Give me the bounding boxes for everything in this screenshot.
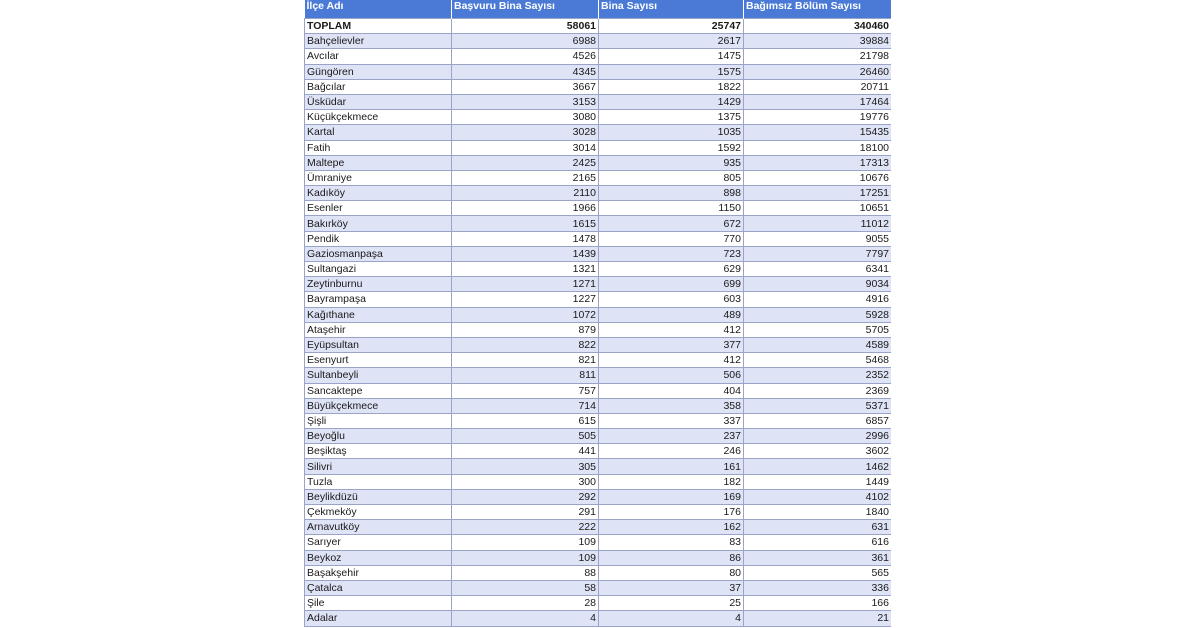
independent-unit-count-cell[interactable]: 39884 <box>744 34 892 49</box>
independent-unit-count-cell[interactable]: 21 <box>744 611 892 626</box>
application-building-count-cell[interactable]: 1966 <box>452 201 599 216</box>
independent-unit-count-cell[interactable]: 565 <box>744 565 892 580</box>
table-row <box>305 216 892 231</box>
application-building-count-cell[interactable]: 2165 <box>452 170 599 185</box>
building-count-cell[interactable]: 699 <box>599 277 744 292</box>
district-name-cell[interactable]: Kadıköy <box>305 186 452 201</box>
district-name-cell[interactable]: Beşiktaş <box>305 444 452 459</box>
district-name-cell[interactable]: Bayrampaşa <box>305 292 452 307</box>
building-count-cell[interactable]: 629 <box>599 262 744 277</box>
table-row <box>305 413 892 428</box>
district-name-cell[interactable]: Gaziosmanpaşa <box>305 246 452 261</box>
application-building-count-cell[interactable]: 3028 <box>452 125 599 140</box>
header-building-count[interactable]: Bina Sayısı <box>599 0 744 19</box>
independent-unit-count-cell[interactable]: 9055 <box>744 231 892 246</box>
building-count-cell[interactable]: 404 <box>599 383 744 398</box>
header-district[interactable]: İlçe Adı <box>305 0 452 19</box>
table-row <box>305 459 892 474</box>
building-count-cell[interactable]: 37 <box>599 580 744 595</box>
table-row <box>305 580 892 595</box>
district-name-cell[interactable]: Pendik <box>305 231 452 246</box>
independent-unit-count-cell[interactable]: 17251 <box>744 186 892 201</box>
independent-unit-count-cell[interactable]: 15435 <box>744 125 892 140</box>
header-row <box>305 0 892 19</box>
district-name-cell[interactable]: Kağıthane <box>305 307 452 322</box>
independent-unit-count-cell[interactable]: 7797 <box>744 246 892 261</box>
independent-unit-count-cell[interactable]: 2996 <box>744 429 892 444</box>
table-row <box>305 535 892 550</box>
application-building-count-cell[interactable]: 4 <box>452 611 599 626</box>
application-building-count-cell[interactable]: 757 <box>452 383 599 398</box>
building-count-cell[interactable]: 80 <box>599 565 744 580</box>
district-name-cell[interactable]: Esenyurt <box>305 353 452 368</box>
application-building-count-cell[interactable]: 58 <box>452 580 599 595</box>
district-table <box>304 0 891 627</box>
table-row <box>305 474 892 489</box>
table-row <box>305 337 892 352</box>
table-row <box>305 140 892 155</box>
building-count-cell[interactable]: 1429 <box>599 94 744 109</box>
table-row <box>305 110 892 125</box>
table-row <box>305 125 892 140</box>
building-count-cell[interactable]: 672 <box>599 216 744 231</box>
district-name-cell[interactable]: Zeytinburnu <box>305 277 452 292</box>
building-count-cell[interactable]: 1375 <box>599 110 744 125</box>
building-count-cell[interactable]: 506 <box>599 368 744 383</box>
building-count-cell[interactable]: 237 <box>599 429 744 444</box>
table-row <box>305 170 892 185</box>
building-count-cell[interactable]: 1822 <box>599 79 744 94</box>
independent-unit-count-cell[interactable]: 6341 <box>744 262 892 277</box>
table-row <box>305 596 892 611</box>
application-building-count-cell[interactable]: 714 <box>452 398 599 413</box>
application-building-count-cell[interactable]: 441 <box>452 444 599 459</box>
application-building-count-cell[interactable]: 300 <box>452 474 599 489</box>
independent-unit-count-cell[interactable]: 9034 <box>744 277 892 292</box>
independent-unit-count-cell[interactable]: 1449 <box>744 474 892 489</box>
building-count-cell[interactable]: 161 <box>599 459 744 474</box>
independent-unit-count-cell[interactable]: 631 <box>744 520 892 535</box>
application-building-count-cell[interactable]: 291 <box>452 505 599 520</box>
application-building-count-cell[interactable]: 1227 <box>452 292 599 307</box>
building-count-cell[interactable]: 176 <box>599 505 744 520</box>
application-building-count-cell[interactable]: 1439 <box>452 246 599 261</box>
independent-unit-count-cell[interactable]: 17464 <box>744 94 892 109</box>
building-count-cell[interactable]: 162 <box>599 520 744 535</box>
district-name-cell[interactable]: Arnavutköy <box>305 520 452 535</box>
independent-unit-count-cell[interactable]: 5705 <box>744 322 892 337</box>
building-count-cell[interactable]: 412 <box>599 353 744 368</box>
district-name-cell[interactable]: Bağcılar <box>305 79 452 94</box>
table-row <box>305 611 892 626</box>
table-row <box>305 262 892 277</box>
application-building-count-cell[interactable]: 6988 <box>452 34 599 49</box>
independent-unit-count-cell[interactable]: 18100 <box>744 140 892 155</box>
application-building-count-cell[interactable]: 2110 <box>452 186 599 201</box>
independent-unit-count-cell[interactable]: 1462 <box>744 459 892 474</box>
application-building-count-cell[interactable]: 1072 <box>452 307 599 322</box>
independent-unit-count-cell[interactable]: 6857 <box>744 413 892 428</box>
application-building-count-cell[interactable]: 2425 <box>452 155 599 170</box>
total-independent-unit-count[interactable]: 340460 <box>744 19 892 34</box>
table-row <box>305 292 892 307</box>
district-name-cell[interactable]: Eyüpsultan <box>305 337 452 352</box>
table-row <box>305 155 892 170</box>
building-count-cell[interactable]: 1150 <box>599 201 744 216</box>
district-name-cell[interactable]: Üsküdar <box>305 94 452 109</box>
district-name-cell[interactable]: Küçükçekmece <box>305 110 452 125</box>
district-name-cell[interactable]: Avcılar <box>305 49 452 64</box>
application-building-count-cell[interactable]: 3667 <box>452 79 599 94</box>
district-name-cell[interactable]: Şişli <box>305 413 452 428</box>
independent-unit-count-cell[interactable]: 10651 <box>744 201 892 216</box>
independent-unit-count-cell[interactable]: 17313 <box>744 155 892 170</box>
application-building-count-cell[interactable]: 1478 <box>452 231 599 246</box>
independent-unit-count-cell[interactable]: 5468 <box>744 353 892 368</box>
table-row <box>305 429 892 444</box>
table-row <box>305 383 892 398</box>
district-name-cell[interactable]: Ümraniye <box>305 170 452 185</box>
independent-unit-count-cell[interactable]: 10676 <box>744 170 892 185</box>
independent-unit-count-cell[interactable]: 5928 <box>744 307 892 322</box>
table-row <box>305 201 892 216</box>
district-name-cell[interactable]: Beyoğlu <box>305 429 452 444</box>
application-building-count-cell[interactable]: 222 <box>452 520 599 535</box>
building-count-cell[interactable]: 898 <box>599 186 744 201</box>
table-row <box>305 550 892 565</box>
district-name-cell[interactable]: Esenler <box>305 201 452 216</box>
district-name-cell[interactable]: Bakırköy <box>305 216 452 231</box>
independent-unit-count-cell[interactable]: 11012 <box>744 216 892 231</box>
district-name-cell[interactable]: Adalar <box>305 611 452 626</box>
application-building-count-cell[interactable]: 28 <box>452 596 599 611</box>
independent-unit-count-cell[interactable]: 3602 <box>744 444 892 459</box>
building-count-cell[interactable]: 1592 <box>599 140 744 155</box>
application-building-count-cell[interactable]: 109 <box>452 535 599 550</box>
building-count-cell[interactable]: 723 <box>599 246 744 261</box>
independent-unit-count-cell[interactable]: 19776 <box>744 110 892 125</box>
header-application-building-count[interactable]: Başvuru Bina Sayısı <box>452 0 599 19</box>
table-row <box>305 398 892 413</box>
building-count-cell[interactable]: 2617 <box>599 34 744 49</box>
independent-unit-count-cell[interactable]: 361 <box>744 550 892 565</box>
building-count-cell[interactable]: 246 <box>599 444 744 459</box>
building-count-cell[interactable]: 770 <box>599 231 744 246</box>
application-building-count-cell[interactable]: 821 <box>452 353 599 368</box>
table-row <box>305 368 892 383</box>
building-count-cell[interactable]: 1575 <box>599 64 744 79</box>
building-count-cell[interactable]: 412 <box>599 322 744 337</box>
application-building-count-cell[interactable]: 879 <box>452 322 599 337</box>
application-building-count-cell[interactable]: 1271 <box>452 277 599 292</box>
independent-unit-count-cell[interactable]: 21798 <box>744 49 892 64</box>
independent-unit-count-cell[interactable]: 4916 <box>744 292 892 307</box>
table-row <box>305 444 892 459</box>
application-building-count-cell[interactable]: 811 <box>452 368 599 383</box>
table-row <box>305 520 892 535</box>
application-building-count-cell[interactable]: 305 <box>452 459 599 474</box>
application-building-count-cell[interactable]: 1615 <box>452 216 599 231</box>
table-row <box>305 79 892 94</box>
building-count-cell[interactable]: 1035 <box>599 125 744 140</box>
total-label[interactable]: TOPLAM <box>305 19 452 34</box>
building-count-cell[interactable]: 377 <box>599 337 744 352</box>
building-count-cell[interactable]: 337 <box>599 413 744 428</box>
application-building-count-cell[interactable]: 615 <box>452 413 599 428</box>
district-name-cell[interactable]: Beylikdüzü <box>305 489 452 504</box>
building-count-cell[interactable]: 86 <box>599 550 744 565</box>
district-name-cell[interactable]: Ataşehir <box>305 322 452 337</box>
table-row <box>305 94 892 109</box>
application-building-count-cell[interactable]: 505 <box>452 429 599 444</box>
table-row <box>305 353 892 368</box>
building-count-cell[interactable]: 603 <box>599 292 744 307</box>
application-building-count-cell[interactable]: 1321 <box>452 262 599 277</box>
district-name-cell[interactable]: Kartal <box>305 125 452 140</box>
independent-unit-count-cell[interactable]: 2369 <box>744 383 892 398</box>
independent-unit-count-cell[interactable]: 20711 <box>744 79 892 94</box>
spreadsheet <box>304 0 891 628</box>
independent-unit-count-cell[interactable]: 1840 <box>744 505 892 520</box>
table-row <box>305 186 892 201</box>
application-building-count-cell[interactable]: 4345 <box>452 64 599 79</box>
building-count-cell[interactable]: 83 <box>599 535 744 550</box>
application-building-count-cell[interactable]: 822 <box>452 337 599 352</box>
application-building-count-cell[interactable]: 88 <box>452 565 599 580</box>
table-row <box>305 489 892 504</box>
district-name-cell[interactable]: Büyükçekmece <box>305 398 452 413</box>
district-name-cell[interactable]: Tuzla <box>305 474 452 489</box>
application-building-count-cell[interactable]: 109 <box>452 550 599 565</box>
application-building-count-cell[interactable]: 292 <box>452 489 599 504</box>
building-count-cell[interactable]: 182 <box>599 474 744 489</box>
independent-unit-count-cell[interactable]: 4102 <box>744 489 892 504</box>
building-count-cell[interactable]: 935 <box>599 155 744 170</box>
header-independent-unit-count[interactable]: Bağımsız Bölüm Sayısı <box>744 0 892 19</box>
table-row <box>305 322 892 337</box>
district-name-cell[interactable]: Çatalca <box>305 580 452 595</box>
district-name-cell[interactable]: Sultanbeyli <box>305 368 452 383</box>
table-row <box>305 231 892 246</box>
building-count-cell[interactable]: 358 <box>599 398 744 413</box>
table-row <box>305 565 892 580</box>
building-count-cell[interactable]: 489 <box>599 307 744 322</box>
table-row <box>305 246 892 261</box>
application-building-count-cell[interactable]: 4526 <box>452 49 599 64</box>
district-name-cell[interactable]: Şile <box>305 596 452 611</box>
district-name-cell[interactable]: Fatih <box>305 140 452 155</box>
district-name-cell[interactable]: Maltepe <box>305 155 452 170</box>
table-row <box>305 64 892 79</box>
building-count-cell[interactable]: 1475 <box>599 49 744 64</box>
independent-unit-count-cell[interactable]: 4589 <box>744 337 892 352</box>
total-application-building-count[interactable]: 58061 <box>452 19 599 34</box>
district-name-cell[interactable]: Sultangazi <box>305 262 452 277</box>
independent-unit-count-cell[interactable]: 336 <box>744 580 892 595</box>
total-building-count[interactable]: 25747 <box>599 19 744 34</box>
table-row <box>305 277 892 292</box>
application-building-count-cell[interactable]: 3153 <box>452 94 599 109</box>
building-count-cell[interactable]: 169 <box>599 489 744 504</box>
table-row <box>305 307 892 322</box>
independent-unit-count-cell[interactable]: 26460 <box>744 64 892 79</box>
independent-unit-count-cell[interactable]: 5371 <box>744 398 892 413</box>
application-building-count-cell[interactable]: 3080 <box>452 110 599 125</box>
district-name-cell[interactable]: Silivri <box>305 459 452 474</box>
district-name-cell[interactable]: Başakşehir <box>305 565 452 580</box>
district-name-cell[interactable]: Güngören <box>305 64 452 79</box>
district-name-cell[interactable]: Bahçelievler <box>305 34 452 49</box>
independent-unit-count-cell[interactable]: 616 <box>744 535 892 550</box>
building-count-cell[interactable]: 25 <box>599 596 744 611</box>
district-name-cell[interactable]: Sarıyer <box>305 535 452 550</box>
table-row <box>305 49 892 64</box>
district-name-cell[interactable]: Beykoz <box>305 550 452 565</box>
building-count-cell[interactable]: 805 <box>599 170 744 185</box>
building-count-cell[interactable]: 4 <box>599 611 744 626</box>
independent-unit-count-cell[interactable]: 2352 <box>744 368 892 383</box>
table-row <box>305 505 892 520</box>
total-row <box>305 19 892 34</box>
independent-unit-count-cell[interactable]: 166 <box>744 596 892 611</box>
district-name-cell[interactable]: Sancaktepe <box>305 383 452 398</box>
district-name-cell[interactable]: Çekmeköy <box>305 505 452 520</box>
application-building-count-cell[interactable]: 3014 <box>452 140 599 155</box>
table-row <box>305 34 892 49</box>
